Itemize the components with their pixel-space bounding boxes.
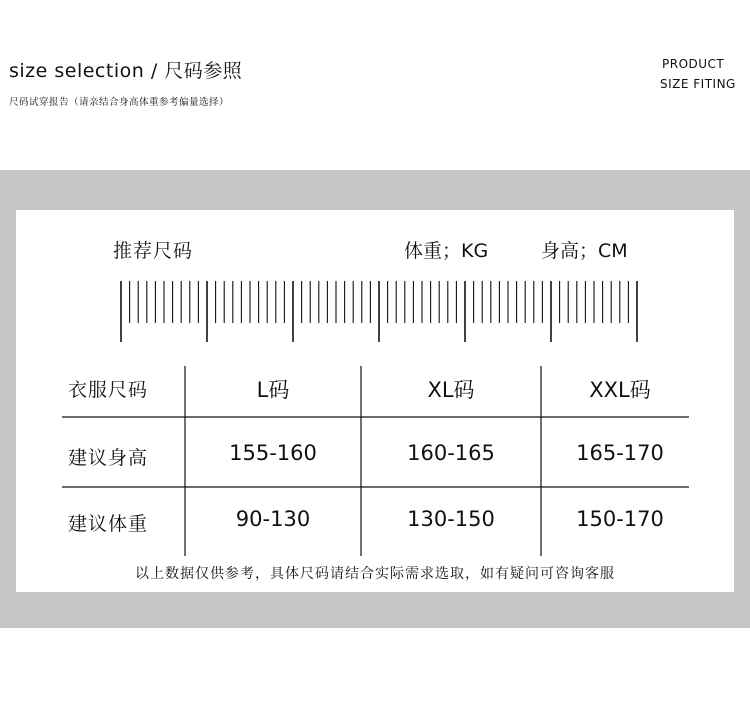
recommended-size-label: 推荐尺码: [113, 240, 194, 262]
height-l: 155-160: [229, 441, 317, 465]
height-xxl: 165-170: [576, 441, 664, 465]
weight-kg-label: 体重；KG: [404, 240, 489, 262]
product-label: PRODUCT: [662, 57, 725, 71]
weight-xl: 130-150: [407, 507, 495, 531]
size-header-xxl: XXL码: [589, 378, 651, 402]
clothing-size-header: 衣服尺码: [68, 379, 149, 401]
size-fiting-label: SIZE FITING: [660, 77, 736, 91]
recommended-height-label: 建议身高: [68, 447, 149, 469]
height-cm-label: 身高；CM: [541, 240, 628, 262]
recommended-weight-label: 建议体重: [68, 513, 149, 535]
page-subtitle: 尺码试穿报告（请亲结合身高体重参考偏量选择）: [9, 97, 230, 108]
height-xl: 160-165: [407, 441, 495, 465]
size-header-xl: XL码: [427, 378, 475, 402]
weight-l: 90-130: [235, 507, 311, 531]
ruler-ticks: [121, 281, 637, 342]
page-title: size selection / 尺码参照: [9, 60, 243, 82]
size-header-l: L码: [256, 378, 290, 402]
weight-xxl: 150-170: [576, 507, 664, 531]
disclaimer-note: 以上数据仅供参考，具体尺码请结合实际需求选取，如有疑问可咨询客服: [135, 566, 615, 582]
